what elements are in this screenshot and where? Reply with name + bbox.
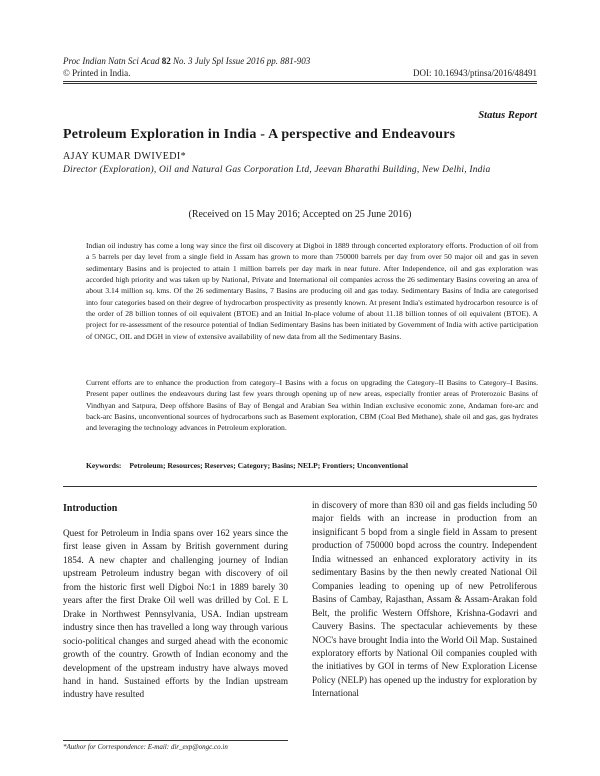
section-divider: [63, 486, 537, 487]
section-heading-introduction: Introduction: [63, 503, 118, 514]
journal-citation: [63, 56, 310, 67]
intro-column-2: in discovery of more than 830 oil and gas fields including 50 major fields with an increase in production from an insignificant 5 bopd from a single field in Assam to present production of 750000 bopd across the country. Independent India witnessed an enhanced exploratory activity in its sedimentary Basins by the then newly created National Oil Companies leading to opening up of new Petroliferous Basins of Cambay, Rajasthan, Assam & Assam-Arakan fold Belt, the prolific Western Offshore, Krishna-Godavri and Cauvery Basins. The spectacular achievements by these NOC's have brought India into the World Oil Map. Sustained exploratory efforts by National Oil companies coupled with the initiatives by GOI in terms of New Exploration License Policy (NELP) has opened up the industry for exploration by International: [312, 500, 537, 699]
header-rule-top: [63, 81, 537, 82]
received-dates: (Received on 15 May 2016; Accepted on 25 June 2016): [188, 209, 412, 220]
article-title: Petroleum Exploration in India - A perspective and Endeavours: [63, 127, 456, 142]
header-rule-bottom: [63, 83, 537, 84]
abstract-paragraph-2: Current efforts are to enhance the production from category–I Basins with a focus on upgrading the Category–II Basins to Category–I Basins. Present paper outlines the endeavours during last few years through opening up of new areas, especially frontier areas of Proterozoic Basins of Vindhyan and Satpura, Deep offshore Basins of Bay of Bengal and Arabian Sea within Indian exclusive economic zone, Andaman fore-arc and back-arc Basins, unconventional sources of hydrocarbons such as Basement exploration, CBM (Coal Bed Methane), shale oil and gas, gas hydrates and leveraging the technology advances in Petroleum exploration.: [86, 378, 538, 433]
author-affiliation: Director (Exploration), Oil and Natural Gas Corporation Ltd, Jeevan Bharathi Building, New Delhi, India: [63, 165, 491, 175]
printed-in-india: © Printed in India.: [63, 68, 131, 78]
journal-name: Proc Indian Natn Sci Acad: [63, 56, 160, 66]
abstract-paragraph-1: Indian oil industry has come a long way since the first oil discovery at Digboi in 1889 through concerted exploratory efforts. Production of oil from a 5 barrels per day level from a single field in Assam has grown to more than 750000 barrels per day from over 50 major oil and gas in seven sedimentary Basins and is projected to attain 1 million barrels per day mark in near future. After Independence, oil and gas exploration was accorded high priority and was taken up by National, Private and International oil companies across the 26 sedimentary Basins covering an area of about 3.14 million sq. kms. Of the 26 sedimentary Basins, 7 Basins are producing oil and gas today. Sedimentary Basins of India are categorised into four categories based on their degree of hydrocarbon prospectivity as presently known. At present India's estimated hydrocarbon resource is of the order of 28 billion tonnes of oil equivalent (BTOE) and an Initial In-place volume of about 11.18 billion tonnes of oil equivalent (BTOE). A project for re-assessment of the resource potential of Indian Sedimentary Basins has been initiated by Government of India with active participation of ONGC, OIL and DGH in view of extensive availability of new data from all the Sedimentary Basins.: [86, 241, 538, 341]
keywords: [86, 461, 408, 470]
keywords-label: Keywords:: [86, 461, 122, 470]
keywords-list: Petroleum; Resources; Reserves; Category; Basins; NELP; Frontiers; Unconventional: [129, 461, 408, 470]
journal-volume: 82: [161, 56, 171, 66]
intro-column-1: Quest for Petroleum in India spans over 162 years since the first lease given in Assam by British government during 1854. A new chapter and challenging journey of Indian upstream Petroleum industry began with discovery of oil from the historic first well Digboi No:1 in 1889 barely 30 years after the first Drake Oil well was drilled by Col. E L Drake in Northwest Pennsylvania, USA. Indian upstream industry since then has travelled a long way through various socio-political changes and surged ahead with the economic growth of the country. Growth of Indian economy and the development of the upstream industry have always moved hand in hand. Sustained efforts by the Indian upstream industry have resulted: [63, 528, 288, 700]
author-name: AJAY KUMAR DWIVEDI*: [63, 151, 186, 162]
footnote-rule: [63, 740, 288, 741]
doi-link[interactable]: DOI: 10.16943/ptinsa/2016/48491: [413, 68, 537, 78]
correspondence-footnote: *Author for Correspondence: E-mail: dir_exp@ongc.co.in: [63, 743, 228, 751]
journal-issue-pages: No. 3 July Spl Issue 2016 pp. 881-903: [173, 56, 311, 66]
article-type-label: Status Report: [478, 110, 537, 121]
